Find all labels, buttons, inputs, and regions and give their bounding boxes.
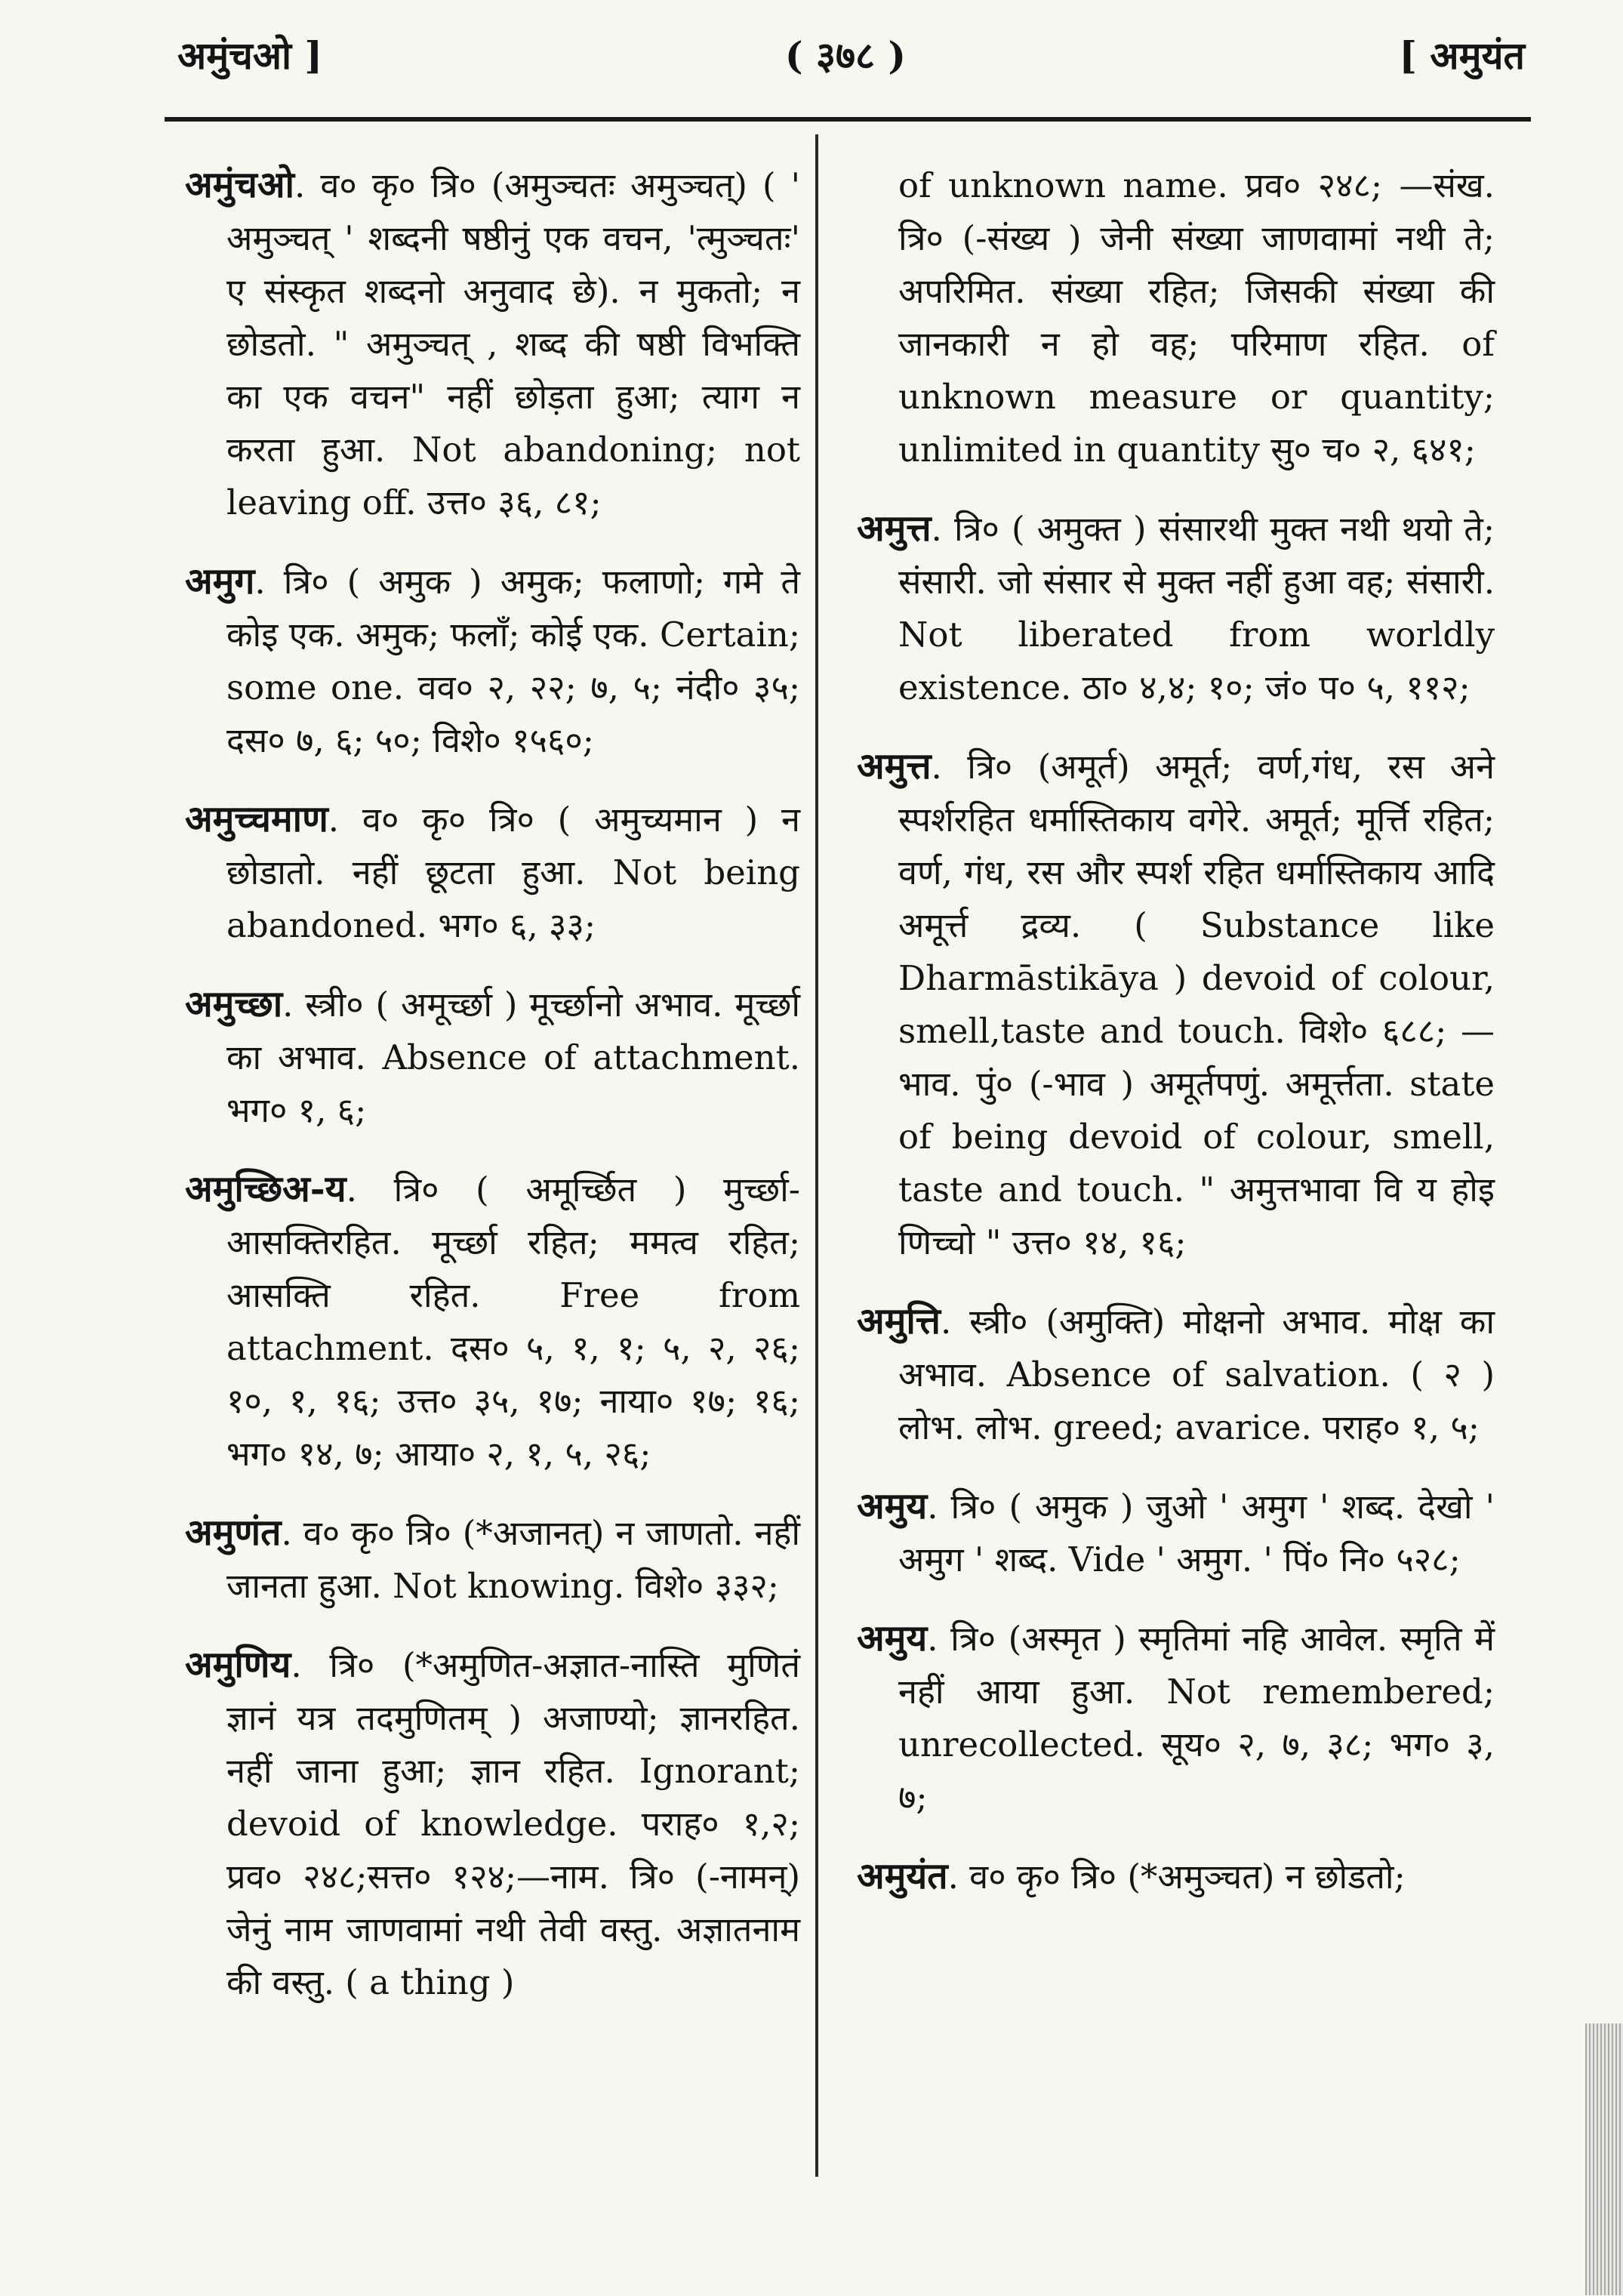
entry-text: . त्रि० ( अमुक ) अमुक; फलाणो; गमे ते कोइ एक. अमुक; फलाँ; कोई एक. Certain; some one. वव० २, २२; ७, ५; नंदी० ३५; दस० ७, ६; ५०; विशे० १५६०; xyxy=(226,562,800,760)
entry-headword: अमुय xyxy=(857,1617,928,1660)
entry-headword: अमुत्त xyxy=(857,507,932,550)
right-column xyxy=(842,159,1495,1929)
entry-text: . त्रि० ( अमुक ) जुओ ' अमुग ' शब्द. देखो ' अमुग ' शब्द. Vide ' अमुग. ' पिं० नि० ५२८; xyxy=(898,1487,1495,1579)
dictionary-entry xyxy=(842,1480,1495,1586)
header-left-guideword: अमुंचओ ] xyxy=(177,33,323,78)
entry-text: . स्त्री० (अमुक्ति) मोक्षनो अभाव. मोक्ष का अभाव. Absence of salvation. ( २ ) लोभ. लोभ. greed; avarice. पराह० १, ५; xyxy=(898,1302,1495,1447)
dictionary-entry xyxy=(842,1295,1495,1454)
entry-text: . व० कृ० त्रि० (*अजानत्) न जाणतो. नहीं जानता हुआ. Not knowing. विशे० ३३२; xyxy=(226,1513,800,1606)
entry-headword: अमुयंत xyxy=(857,1855,948,1897)
entry-headword: अमुच्छिअ-य xyxy=(185,1168,346,1210)
dictionary-entry xyxy=(842,502,1495,714)
dictionary-entry-continuation xyxy=(842,159,1495,476)
entry-text: of unknown name. प्रव० २४८; —संख. त्रि० (-संख्य ) जेनी संख्या जाणवामां नथी ते; अपरिमित. संख्या रहित; जिसकी संख्या की जानकारी न हो वह; परिमाण रहित. of unknown measure or quantity; unlimited in quantity सु० च० २, ६४१; xyxy=(898,165,1495,470)
header-rule xyxy=(165,117,1531,122)
dictionary-entry xyxy=(170,1163,800,1481)
entry-text: . त्रि० ( अमूर्च्छित ) मुर्च्छा-आसक्तिरहित. मूर्च्छा रहित; ममत्व रहित; आसक्ति रहित. Free from attachment. दस० ५, १, १; ५, २, २६; १०, १, १६; उत्त० ३५, १७; नाया० १७; १६; भग० १४, ७; आया० २, १, ५, २६; xyxy=(226,1170,800,1474)
entry-headword: अमुणिय xyxy=(185,1644,291,1686)
entry-text: . व० कृ० त्रि० ( अमुच्यमान ) न छोडातो. नहीं छूटता हुआ. Not being abandoned. भग० ६, ३३; xyxy=(226,800,800,945)
entry-text: . त्रि० (अस्मृत ) स्मृतिमां नहि आवेल. स्मृति में नहीं आया हुआ. Not remembered; unrecollected. सूय० २, ७, ३८; भग० ३, ७; xyxy=(898,1619,1495,1817)
header-right-guideword: [ अमुयंत xyxy=(1399,33,1525,78)
entry-headword: अमुय xyxy=(857,1485,928,1527)
dictionary-entry xyxy=(170,1638,800,2009)
entry-headword: अमुग xyxy=(185,560,255,603)
entry-text: . त्रि० (*अमुणित-अज्ञात-नास्ति मुणितं ज्ञानं यत्र तदमुणितम् ) अजाण्यो; ज्ञानरहित. नहीं जाना हुआ; ज्ञान रहित. Ignorant; devoid of knowledge. पराह० १,२; प्रव० २४८;सत्त० १२४;—नाम. त्रि० (-नामन्) जेनुं नाम जाणवामां नथी तेवी वस्तु. अज्ञातनाम की वस्तु. ( a thing ) xyxy=(226,1645,800,2002)
dictionary-entry xyxy=(170,978,800,1137)
dictionary-entry xyxy=(170,555,800,767)
entry-text: . स्त्री० ( अमूर्च्छा ) मूर्च्छानो अभाव. मूर्च्छा का अभाव. Absence of attachment. भग० १, ६; xyxy=(226,985,800,1130)
entry-text: . व० कृ० त्रि० (*अमुञ्चत) न छोडतो; xyxy=(947,1857,1406,1897)
left-column xyxy=(170,159,800,2035)
entry-headword: अमुत्त xyxy=(857,745,932,787)
entry-headword: अमुणंत xyxy=(185,1512,282,1554)
dictionary-entry xyxy=(170,159,800,529)
dictionary-entry xyxy=(170,793,800,952)
dictionary-entry xyxy=(170,1506,800,1613)
column-divider xyxy=(815,134,818,2177)
scan-edge-artifact xyxy=(1585,2023,1623,2295)
page-header xyxy=(166,29,1525,97)
entry-headword: अमुंचओ xyxy=(185,164,294,206)
entry-text: . व० कृ० त्रि० (अमुञ्चतः अमुञ्चत्) ( ' अमुञ्चत् ' शब्दनी षष्ठीनुं एक वचन, 'त्मुञ्चतः' ए संस्कृत शब्दनो अनुवाद छे). न मुकतो; न छोडतो. " अमुञ्चत् , शब्द की षष्ठी विभक्ति का एक वचन" नहीं छोड़ता हुआ; त्याग न करता हुआ. Not abandoning; not leaving off. उत्त० ३६, ८१; xyxy=(226,165,800,522)
entry-text: . त्रि० (अमूर्त) अमूर्त; वर्ण,गंध, रस अने स्पर्शरहित धर्मास्तिकाय वगेरे. अमूर्त; मूर्त्ति रहित; वर्ण, गंध, रस और स्पर्श रहित धर्मास्तिकाय आदि अमूर्त्त द्रव्य. ( Substance like Dharmāstikāya ) devoid of colour, smell,taste and touch. विशे० ६८८; —भाव. पुं० (-भाव ) अमूर्तपणुं. अमूर्त्तता. state of being devoid of colour, smell, taste and touch. " अमुत्तभावा वि य होइ णिच्चो " उत्त० १४, १६; xyxy=(898,747,1495,1262)
dictionary-entry xyxy=(842,740,1495,1269)
page-number: ( ३७८ ) xyxy=(784,33,907,78)
entry-headword: अमुच्चमाण xyxy=(185,798,328,840)
entry-text: . त्रि० ( अमुक्त ) संसारथी मुक्त नथी थयो ते; संसारी. जो संसार से मुक्त नहीं हुआ वह; संसारी. Not liberated from worldly existence. ठा० ४,४; १०; जं० प० ५, ११२; xyxy=(898,509,1495,707)
dictionary-entry xyxy=(842,1612,1495,1824)
entry-headword: अमुच्छा xyxy=(185,983,283,1025)
entry-headword: अमुत्ति xyxy=(857,1300,941,1342)
dictionary-entry xyxy=(842,1850,1495,1903)
